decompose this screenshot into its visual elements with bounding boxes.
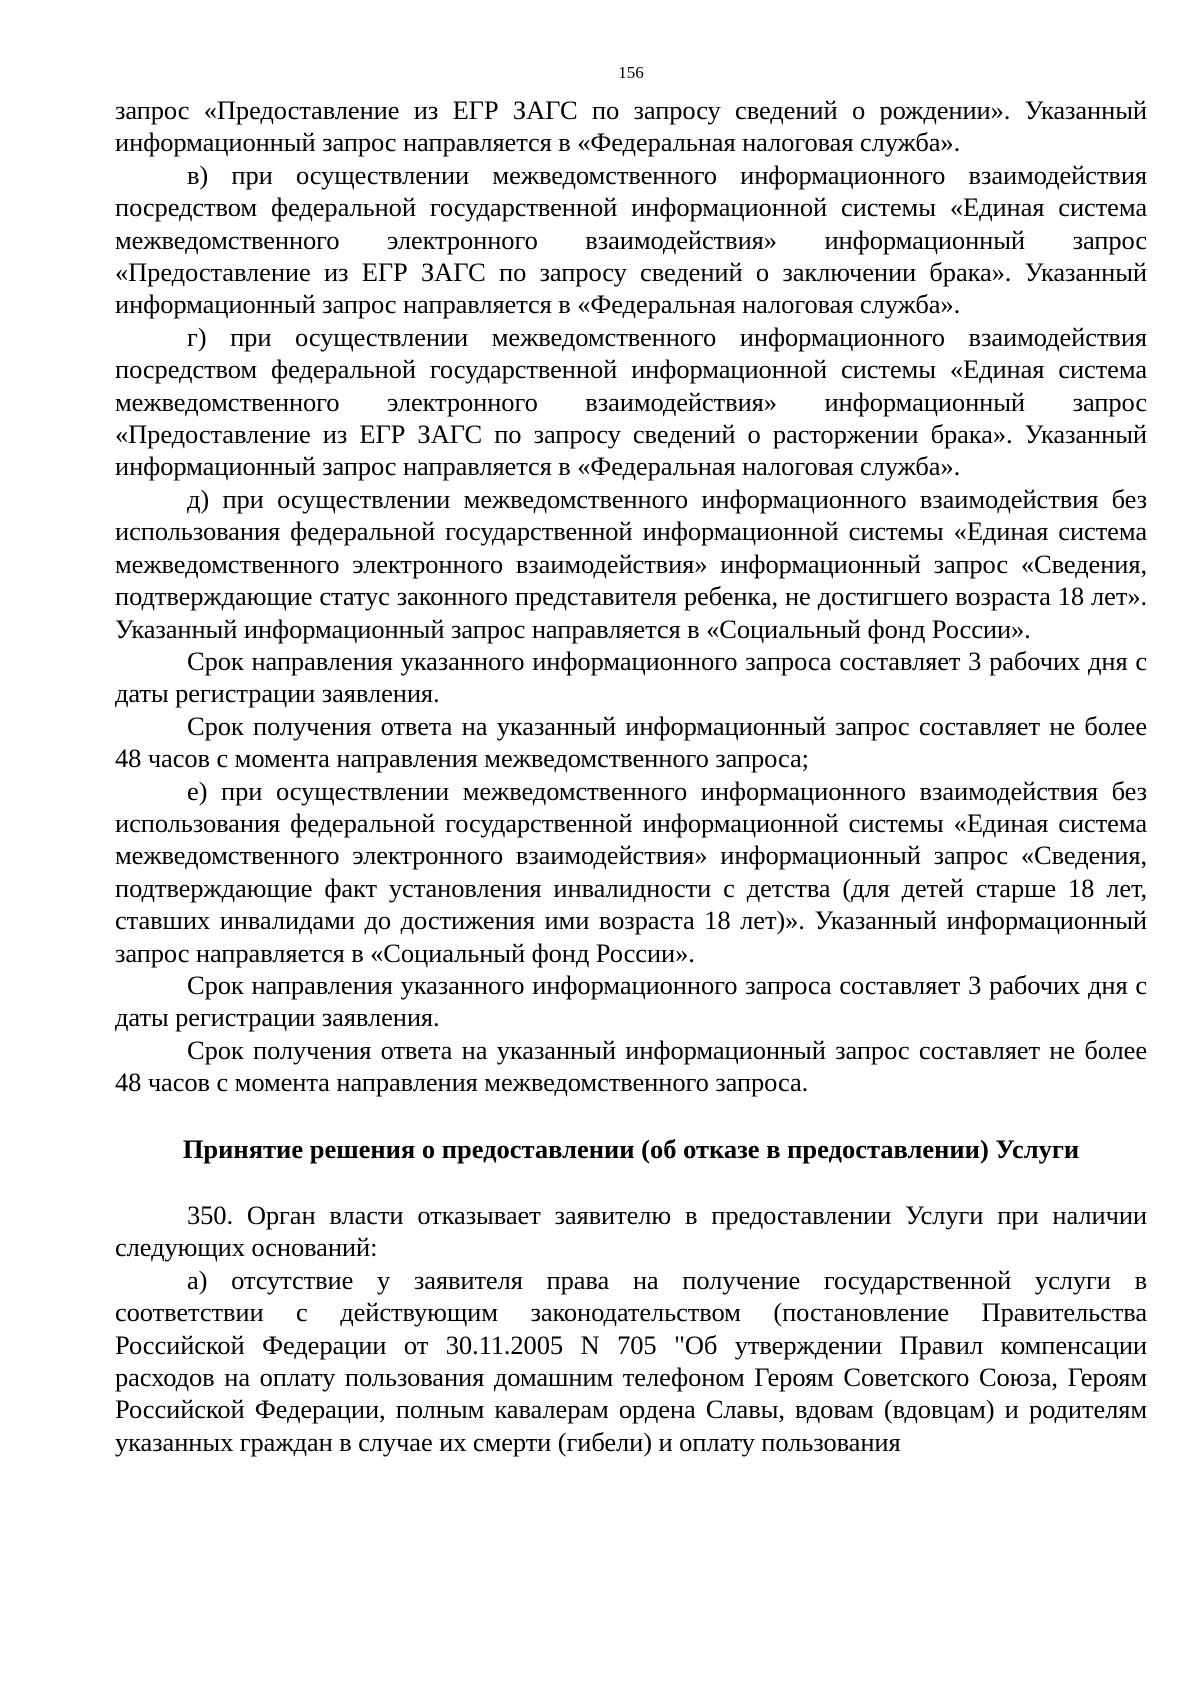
paragraph-item-d: д) при осуществлении межведомственного информационного взаимодействия без использования федеральной государственной информационной системы «Единая система межведомственного электронного взаимодействия» информационный запрос «Сведения, подтверждающие статус законного представителя ребенка, не достигшего возраста 18 лет». Указанный информационный запрос направляется в «Социальный фонд России».	[115, 483, 1147, 644]
paragraph-deadline-send-2: Срок направления указанного информационного запроса составляет 3 рабочих дня с даты регистрации заявления.	[115, 969, 1147, 1033]
paragraph-deadline-reply-2: Срок получения ответа на указанный информационный запрос составляет не более 48 часов с момента направления межведомственного запроса.	[115, 1034, 1147, 1098]
paragraph-item-a: а) отсутствие у заявителя права на получение государственной услуги в соответствии с действующим законодательством (постановление Правительства Российской Федерации от 30.11.2005 N 705 "Об утверждении Правил компенсации расходов на оплату пользования домашним телефоном Героям Советского Союза, Героям Российской Федерации, полным кавалерам ордена Славы, вдовам (вдовцам) и родителям указанных граждан в случае их смерти (гибели) и оплату пользования	[115, 1264, 1147, 1457]
paragraph-deadline-reply-1: Срок получения ответа на указанный информационный запрос составляет не более 48 часов с момента направления межведомственного запроса;	[115, 710, 1147, 774]
paragraph-item-v: в) при осуществлении межведомственного информационного взаимодействия посредством федеральной государственной информационной системы «Единая система межведомственного электронного взаимодействия» информационный запрос «Предоставление из ЕГР ЗАГС по запросу сведений о заключении брака». Указанный информационный запрос направляется в «Федеральная налоговая служба».	[115, 159, 1147, 320]
document-page	[115, 62, 1147, 1458]
page-number: 156	[618, 63, 644, 82]
paragraph-deadline-send-1: Срок направления указанного информационного запроса составляет 3 рабочих дня с даты регистрации заявления.	[115, 645, 1147, 709]
section-heading: Принятие решения о предоставлении (об отказе в предоставлении) Услуги	[182, 1133, 1080, 1164]
body-top	[115, 94, 1147, 1099]
paragraph-item-g: г) при осуществлении межведомственного информационного взаимодействия посредством федеральной государственной информационной системы «Единая система межведомственного электронного взаимодействия» информационный запрос «Предоставление из ЕГР ЗАГС по запросу сведений о расторжении брака». Указанный информационный запрос направляется в «Федеральная налоговая служба».	[115, 321, 1147, 482]
paragraph-continuation: запрос «Предоставление из ЕГР ЗАГС по запросу сведений о рождении». Указанный информационный запрос направляется в «Федеральная налоговая служба».	[115, 95, 1147, 158]
paragraph-350: 350. Орган власти отказывает заявителю в предоставлении Услуги при наличии следующих оснований:	[115, 1200, 1147, 1263]
body-bottom	[115, 1199, 1147, 1458]
paragraph-item-e: е) при осуществлении межведомственного информационного взаимодействия без использования федеральной государственной информационной системы «Единая система межведомственного электронного взаимодействия» информационный запрос «Сведения, подтверждающие факт установления инвалидности с детства (для детей старше 18 лет, ставших инвалидами до достижения ими возраста 18 лет)». Указанный информационный запрос направляется в «Социальный фонд России».	[115, 775, 1147, 968]
